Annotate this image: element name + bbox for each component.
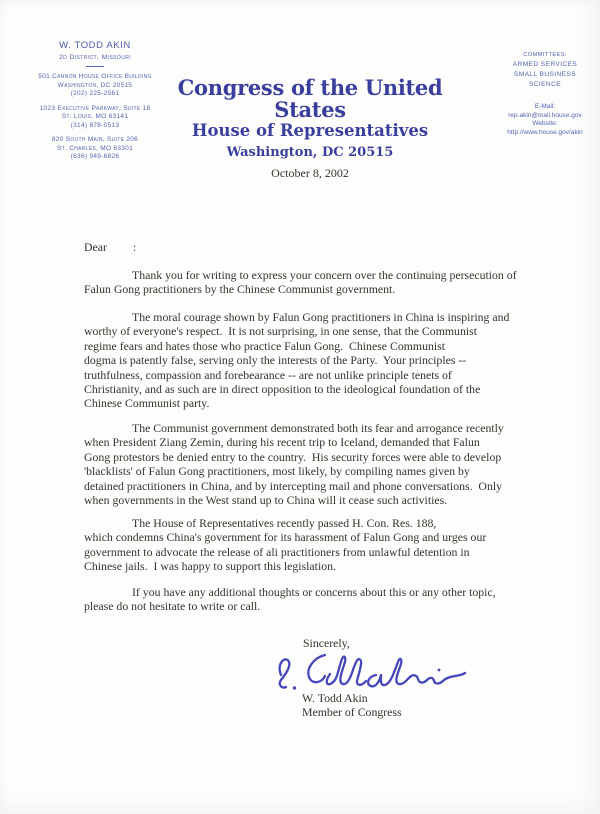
body-line: truthfulness, compassion and forebearance -- are not unlike principle tenets of xyxy=(84,367,452,382)
letterhead-right xyxy=(490,50,600,137)
masthead-congress: Congress of the United States xyxy=(177,75,443,122)
body-line: The House of Representatives recently passed H. Con. Res. 188, xyxy=(132,516,437,530)
signer-title: Member of Congress xyxy=(302,705,402,719)
body-line: Gong protestors be denied entry to the country. His security forces were able to develop xyxy=(84,449,502,464)
body-line: worthy of everyone's respect. It is not surprising, in one sense, that the Communist xyxy=(84,324,477,339)
body-line: when governments in the West stand up to China will it cease such activities. xyxy=(84,493,448,508)
body-line: 'blacklists' of Falun Gong practitioners, most likely, by compiling names given by xyxy=(84,464,470,479)
body-line: Chinese jails. I was happy to support this legislation. xyxy=(84,559,336,574)
phone-line: (202) 225-2561 xyxy=(70,90,120,98)
website-label: Website: xyxy=(532,120,558,128)
contact-block xyxy=(490,103,600,137)
paragraph xyxy=(84,421,564,507)
salutation-word: Dear xyxy=(84,240,107,254)
body-line: regime fears and hates those who practice Falun Gong. Chinese Communist xyxy=(84,338,446,353)
body-line: If you have any additional thoughts or concerns about this or any other topic, xyxy=(132,585,496,599)
valediction: Sincerely, xyxy=(303,636,350,650)
member-name: W. TODD AKIN xyxy=(59,40,131,51)
letterhead-center xyxy=(150,77,470,180)
address-line: 820 South Main, Suite 206 xyxy=(51,136,139,144)
body-line: which condemns China's government for its harassment of Falun Gong and urges our xyxy=(84,530,487,545)
paragraph xyxy=(84,310,564,411)
email-address: rep.akin@mail.house.gov xyxy=(508,111,582,119)
address-line: 501 Cannon House Office Building xyxy=(38,73,152,81)
email-label: E-Mail: xyxy=(534,103,556,110)
body-line: please do not hesitate to write or call. xyxy=(84,599,261,614)
address-line: St. Charles, MO 63301 xyxy=(57,144,133,152)
district-line: 2d District, Missouri xyxy=(58,54,132,61)
body-line: The Communist government demonstrated both its fear and arrogance recently xyxy=(132,421,504,435)
address-line: 1023 Executive Parkway, Suite 18 xyxy=(39,104,151,112)
committee-item: SCIENCE xyxy=(528,81,562,88)
masthead-city: Washington, DC 20515 xyxy=(226,145,394,160)
body-line: Chinese Communist party. xyxy=(84,396,210,411)
body-line: when President Ziang Zemin, during his recent trip to Iceland, demanded that Falun xyxy=(84,435,480,450)
address-line: Washington, DC 20515 xyxy=(57,81,133,89)
address-line: St. Louis, MO 63141 xyxy=(61,113,129,121)
signer-name: W. Todd Akin xyxy=(302,691,368,705)
phone-line: (314) 878-0513 xyxy=(70,121,120,129)
paragraph xyxy=(84,585,564,614)
body-line: government to advocate the release of ali practitioners from unlawful detention in xyxy=(84,544,470,559)
committees-label: COMMITTEES: xyxy=(523,52,567,58)
phone-line: (636) 949-6826 xyxy=(70,153,120,161)
letter-date: October 8, 2002 xyxy=(271,166,349,180)
salutation xyxy=(84,240,136,255)
committee-item: SMALL BUSINESS xyxy=(513,71,577,78)
committee-item: ARMED SERVICES xyxy=(512,61,578,68)
paragraph xyxy=(84,516,564,574)
body-line: detained practitioners in China, and by intercepting mail and phone conversations. Only xyxy=(84,478,503,493)
website-url: http://www.house.gov/akin xyxy=(507,128,583,136)
divider xyxy=(86,66,104,67)
handwritten-signature xyxy=(272,650,467,692)
body-line: The moral courage shown by Falun Gong practitioners in China is inspiring and xyxy=(132,310,510,324)
body-line: dogma is patently false, serving only the interests of the Party. Your principles -- xyxy=(84,353,467,368)
body-line: Falun Gong practitioners by the Chinese Communist government. xyxy=(84,282,396,297)
masthead-house: House of Representatives xyxy=(191,121,429,140)
body-line: Thank you for writing to express your concern over the continuing persecution of xyxy=(132,268,517,282)
salutation-colon: : xyxy=(132,240,137,254)
body-line: Christianity, and as such are in direct opposition to the ideological foundation of the xyxy=(84,382,481,397)
paragraph xyxy=(84,268,564,297)
